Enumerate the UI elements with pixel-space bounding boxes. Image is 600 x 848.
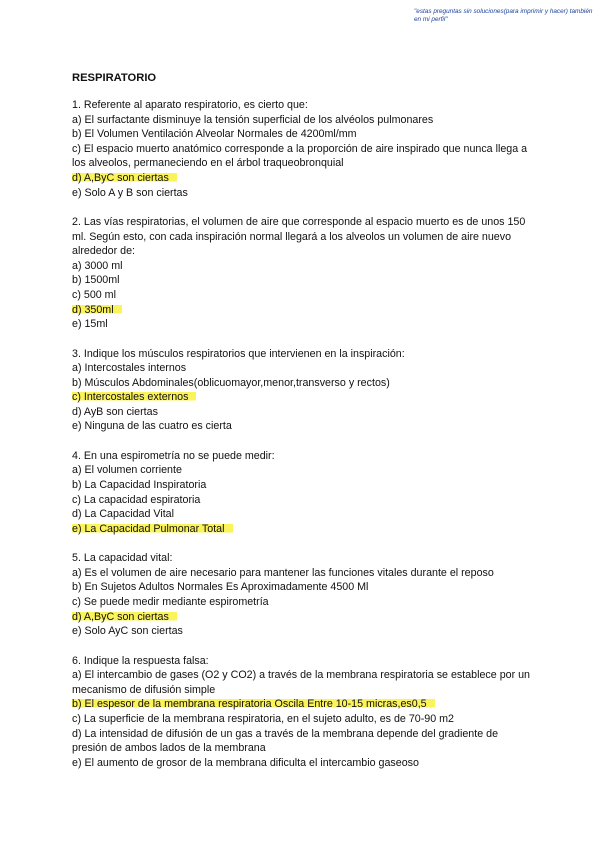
answer-option-text: d) 350ml [72,304,122,316]
answer-option-text: b) El espesor de la membrana respiratoria Oscila Entre 10-15 micras,es0,5 [72,698,435,710]
answer-option [72,712,532,727]
answer-option [72,273,532,288]
answer-option-text: a) 3000 ml [72,259,123,272]
answer-option-text: c) Intercostales externos [72,391,196,403]
answer-option-text: c) El espacio muerto anatómico corresponde a la proporción de aire inspirado que nunca llega a los alveolos, permaneciendo en el árbol traqueobronquial [72,142,528,170]
answer-option-text: b) La Capacidad Inspiratoria [72,479,207,492]
answer-option-text: a) El surfactante disminuye la tensión superficial de los alvéolos pulmonares [72,113,434,126]
answer-option [72,668,532,697]
question-5 [72,551,532,639]
answer-option [72,186,532,201]
answer-option-text: e) La Capacidad Pulmonar Total [72,523,233,535]
answer-option-text: c) 500 ml [72,288,116,301]
answer-option-highlighted [72,522,532,537]
answer-option-text: a) El intercambio de gases (O2 y CO2) a través de la membrana respiratoria se establece por un mecanismo de difusión simple [72,669,530,696]
answer-option-text: b) En Sujetos Adultos Normales Es Aproximadamente 4500 Ml [72,581,369,594]
answer-option [72,142,532,171]
answer-option-text: b) El Volumen Ventilación Alveolar Normales de 4200ml/mm [72,128,357,141]
answer-option-text: b) 1500ml [72,274,120,287]
answer-option [72,376,532,391]
answer-option-highlighted [72,303,532,318]
answer-option [72,361,532,376]
answer-option [72,595,532,610]
answer-option-text: d) La intensidad de difusión de un gas a través de la membrana depende del gradiente de presión de ambos lados de la membrana [72,727,499,755]
answer-option [72,478,532,493]
question-stem: 6. Indique la respuesta falsa: [72,654,209,667]
answer-option-highlighted [72,171,532,186]
question-1 [72,98,532,200]
answer-option-highlighted [72,697,532,712]
question-3 [72,347,532,435]
answer-option [72,405,532,420]
answer-option [72,566,532,581]
answer-option-text: e) Ninguna de las cuatro es cierta [72,420,232,433]
answer-option [72,727,532,756]
answer-option-text: d) AyB son ciertas [72,405,158,418]
answer-option [72,419,532,434]
answer-option-highlighted [72,610,532,625]
question-2 [72,215,532,332]
answer-option [72,507,532,522]
answer-option [72,113,532,128]
answer-option-text: e) Solo AyC son ciertas [72,625,183,638]
answer-option-text: c) La capacidad espiratoria [72,493,201,506]
answer-option-text: e) 15ml [72,318,108,331]
answer-option [72,756,532,771]
question-stem: 1. Referente al aparato respiratorio, es cierto que: [72,99,308,111]
header-note: "estas preguntas sin soluciones(para imprimir y hacer) también en mi perfil" [414,8,593,23]
question-6 [72,654,532,771]
answer-option [72,463,532,478]
answer-option-text: e) El aumento de grosor de la membrana dificulta el intercambio gaseoso [72,756,419,769]
question-stem: 2. Las vías respiratorias, el volumen de aire que corresponde al espacio muerto es de unos 150 ml. Según esto, con cada inspiración normal llegará a los alveolos un volumen de aire nuevo alrededor de: [72,215,526,258]
answer-option [72,317,532,332]
answer-option-text: a) Intercostales internos [72,362,187,375]
answer-option-text: d) La Capacidad Vital [72,508,174,521]
answer-option-text: c) La superficie de la membrana respiratoria, en el sujeto adulto, es de 70-90 m2 [72,712,454,725]
answer-option [72,288,532,303]
answer-option-text: b) Músculos Abdominales(oblicuomayor,menor,transverso y rectos) [72,376,390,389]
answer-option [72,624,532,639]
answer-option-text: d) A,ByC son ciertas [72,611,177,623]
answer-option [72,259,532,274]
question-stem: 3. Indique los músculos respiratorios que intervienen en la inspiración: [72,347,405,360]
question-list [72,98,532,770]
document-page [72,72,532,785]
answer-option [72,127,532,142]
answer-option [72,493,532,508]
question-stem: 4. En una espirometría no se puede medir: [72,449,275,462]
answer-option-highlighted [72,390,532,405]
question-stem: 5. La capacidad vital: [72,552,173,565]
answer-option-text: e) Solo A y B son ciertas [72,186,188,199]
answer-option-text: d) A,ByC son ciertas [72,172,177,184]
question-4 [72,449,532,537]
answer-option-text: a) Es el volumen de aire necesario para mantener las funciones vitales durante el reposo [72,566,494,579]
page-title: RESPIRATORIO [72,72,157,84]
answer-option [72,580,532,595]
answer-option-text: c) Se puede medir mediante espirometría [72,596,269,608]
answer-option-text: a) El volumen corriente [72,464,182,477]
